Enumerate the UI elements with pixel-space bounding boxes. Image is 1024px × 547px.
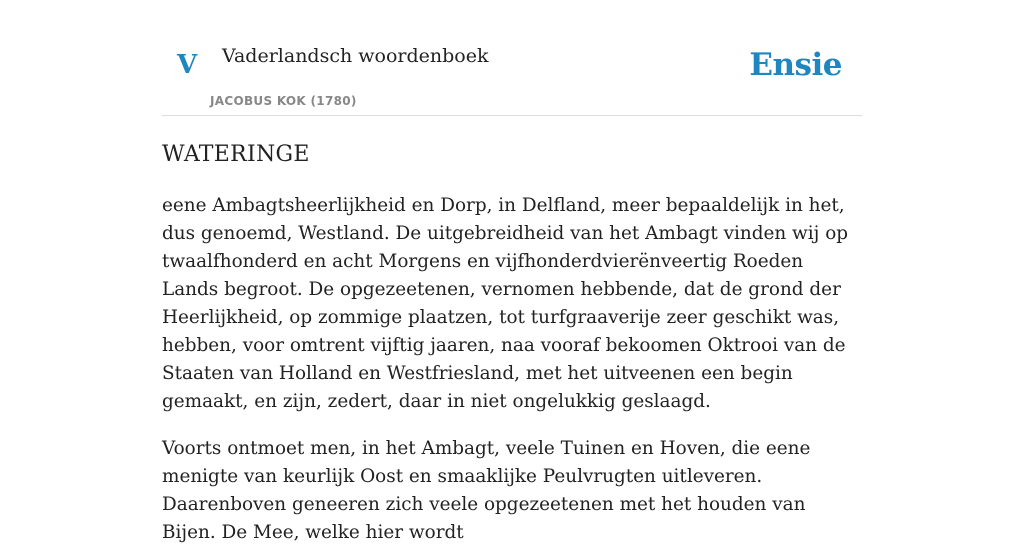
book-author: JACOBUS KOK (1780) <box>210 94 357 108</box>
entry-title: WATERINGE <box>162 142 310 167</box>
page-header <box>162 0 862 116</box>
letter-index-link[interactable]: V <box>177 50 198 80</box>
entry-paragraph: eene Ambagtsheerlijkheid en Dorp, in Delfland, meer bepaaldelijk in het, dus genoemd, Westland. De uitgebreidheid van het Ambagt vinden wij op twaalfhonderd en acht Morgens en vijfhonderdvierënveertig Roeden Lands begroot. De opgezeetenen, vernomen hebbende, dat de grond der Heerlijkheid, op zommige plaatzen, tot turfgraaverije zeer geschikt was, hebben, voor omtrent vijftig jaaren, naa vooraf bekoomen Oktrooi van de Staaten van Holland en Westfriesland, met het uitveenen een begin gemaakt, en zijn, zedert, daar in niet ongelukkig geslaagd. <box>162 195 849 412</box>
book-title-link[interactable]: Vaderlandsch woordenboek <box>222 45 489 67</box>
entry-body <box>162 192 862 547</box>
entry-paragraph: Voorts ontmoet men, in het Ambagt, veele Tuinen en Hoven, die eene menigte van keurlijk Oost en smaaklijke Peulvrugten uitleveren. Daarenboven geneeren zich veele opgezeetenen met het houden van Bijen. De Mee, welke hier wordt <box>162 438 811 543</box>
ensie-logo[interactable]: Ensie <box>749 47 842 83</box>
page-container <box>162 0 862 543</box>
